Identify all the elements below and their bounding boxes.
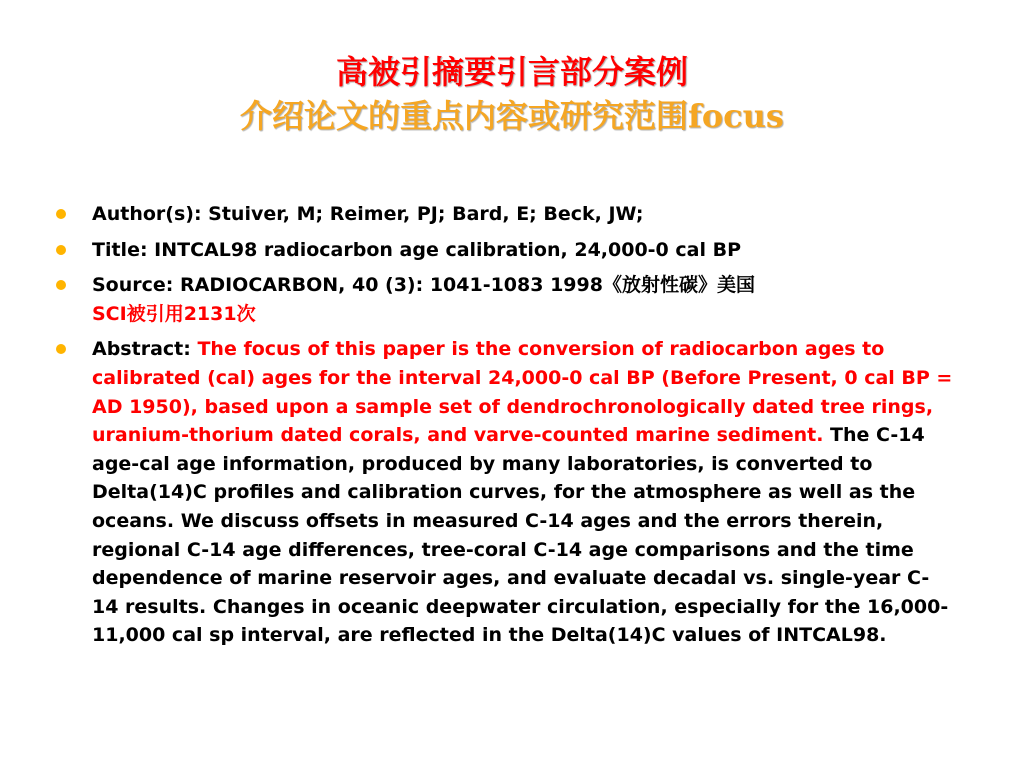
title-line-1: 高被引摘要引言部分案例 xyxy=(335,53,688,91)
bullet-dot-icon xyxy=(56,245,66,255)
bullet-dot-icon xyxy=(56,209,66,219)
bullet-title xyxy=(54,236,954,265)
bullet-abstract xyxy=(54,335,954,650)
abstract-label: Abstract: xyxy=(92,338,198,361)
abstract-body: The C-14 age-cal age information, produced by many laboratories, is converted to Delta(14)C profiles and calibration curves, for the atmosphere as well as the oceans. We discuss offsets in measured C-14 ages and the errors therein, regional C-14 age differences, tree-coral C-14 age comparisons and the time dependence of marine reservoir ages, and evaluate decadal vs. single-year C-14 results. Changes in oceanic deepwater circulation, especially for the 16,000-11,000 cal sp interval, are reflected in the Delta(14)C values of INTCAL98. xyxy=(92,424,949,647)
source-citation-count: SCI被引用2131次 xyxy=(92,302,256,325)
abstract-highlight: The focus of this paper is the conversion of radiocarbon ages to calibrated (cal) ages for the interval 24,000-0 cal BP (Before Present, 0 cal BP = AD 1950), based upon a sample set of dendrochronologically dated tree rings, uranium-thorium dated corals, and varve-counted marine sediment. xyxy=(92,338,953,447)
title-line-2: 介绍论文的重点内容或研究范围focus xyxy=(240,97,784,135)
bullet-list xyxy=(54,200,954,657)
source-text: Source: RADIOCARBON, 40 (3): 1041-1083 1998《放射性碳》美国 xyxy=(92,274,755,297)
bullet-author xyxy=(54,200,954,229)
bullet-source xyxy=(54,271,954,328)
author-text: Author(s): Stuiver, M; Reimer, PJ; Bard, E; Beck, JW; xyxy=(92,203,644,225)
bullet-dot-icon xyxy=(56,280,66,290)
title-text: Title: INTCAL98 radiocarbon age calibration, 24,000-0 cal BP xyxy=(92,238,742,261)
slide-title xyxy=(0,50,1024,138)
bullet-dot-icon xyxy=(56,344,66,354)
